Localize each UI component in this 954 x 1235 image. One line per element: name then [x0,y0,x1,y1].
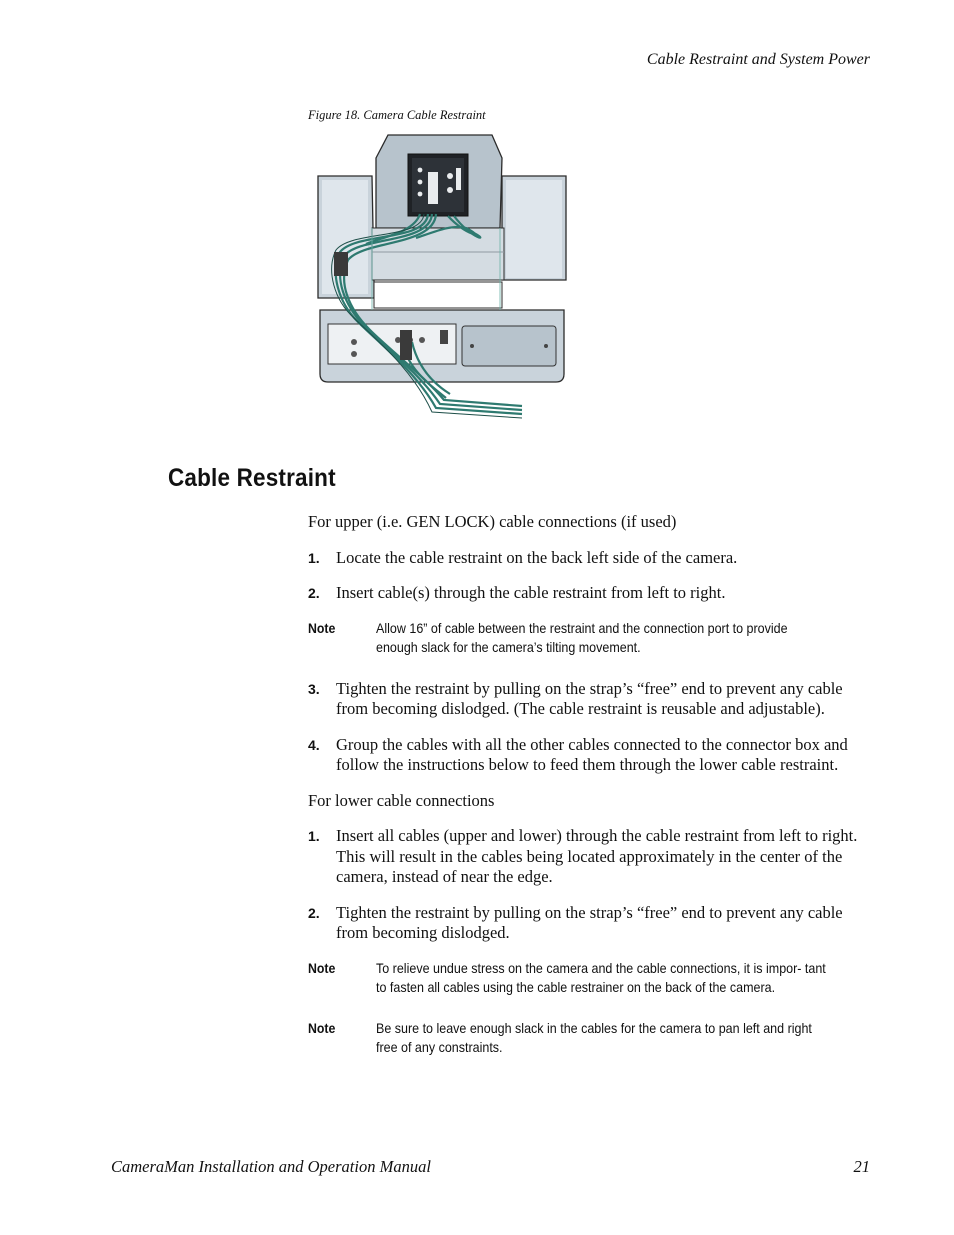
step-text: Tighten the restraint by pulling on the strap’s “free” end to prevent any cable from becoming dislodged. (The cable restraint is reusable and adjustable). [336,678,843,718]
note-text: Allow 16” of cable between the restraint and the connection port to provide enough slack for the camera’s tilting movement. [376,620,788,655]
step-number: 4. [308,736,320,753]
step-number: 3. [308,680,320,697]
list-item [308,679,870,720]
list-item [308,903,870,944]
footer-manual-title: CameraMan Installation and Operation Manual [111,1157,431,1176]
note-text: Be sure to leave enough slack in the cables for the camera to pan left and right free of any constraints. [376,1020,812,1055]
lower-intro: For lower cable connections [308,790,495,810]
list-item [308,735,870,776]
section-heading: Cable Restraint [168,464,336,492]
step-number: 1. [308,828,320,844]
note-box [308,619,870,657]
section-content [308,512,870,1079]
note-text: To relieve undue stress on the camera and the cable connections, it is impor- tant to fasten all cables using the cable restrainer on the back of the camera. [376,960,826,995]
step-text: Tighten the restraint by pulling on the strap’s “free” end to prevent any cable from becoming dislodged. [336,902,843,942]
step-text: Insert cable(s) through the cable restraint from left to right. [336,583,726,602]
camera-cable-restraint-figure [316,132,568,422]
step-text: Group the cables with all the other cables connected to the connector box and follow the instructions below to feed them through the lower cable restraint. [336,734,848,774]
figure-caption: Figure 18. Camera Cable Restraint [308,108,486,122]
footer-page-number: 21 [853,1157,870,1176]
note-label: Note [308,1019,336,1036]
step-text: Locate the cable restraint on the back left side of the camera. [336,547,738,567]
note-box [308,959,870,997]
step-text: Insert all cables (upper and lower) through the cable restraint from left to right. This will result in the cables being located approximately in the center of the camera, instead of near the edge. [336,826,858,886]
list-item [308,826,870,888]
step-number: 2. [308,585,320,601]
running-header: Cable Restraint and System Power [646,51,870,68]
upper-intro: For upper (i.e. GEN LOCK) cable connections (if used) [308,512,677,531]
step-number: 1. [308,549,320,566]
note-label: Note [308,619,336,636]
step-number: 2. [308,904,320,921]
list-item [308,583,870,604]
note-label: Note [308,959,336,976]
list-item [308,548,870,569]
camera-illustration [316,132,568,422]
note-box [308,1019,870,1057]
